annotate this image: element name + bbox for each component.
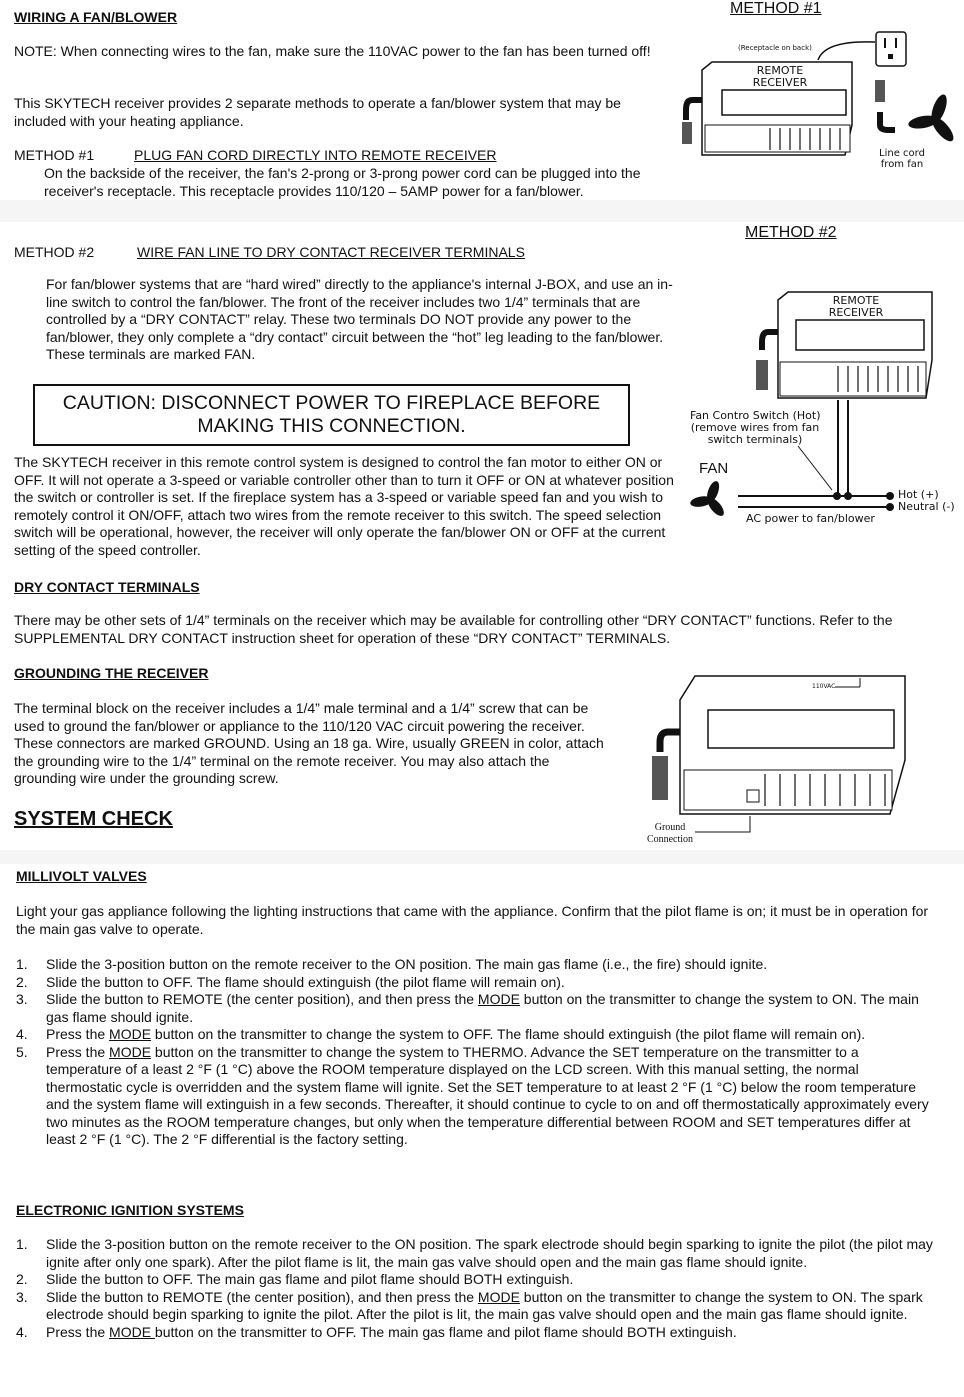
list-item — [16, 1289, 936, 1324]
grounding-text: The terminal block on the receiver includes a 1/4” male terminal and a 1/4” screw that can be used to ground the fan/blower or appliance to the 110/120 VAC circuit powering the receiver. These connectors are marked GROUND. Using an 18 ga. Wire, usually GREEN in color, attach the grounding wire to the 1/4” terminal on the remote receiver. You may also attach the grounding wire under the grounding screw. — [14, 700, 604, 786]
mode-button-reference: MODE — [109, 1323, 155, 1340]
wiring-note: NOTE: When connecting wires to the fan, make sure the 110VAC power to the fan has been turned off! — [14, 43, 651, 59]
step-text: Press the — [46, 1043, 110, 1060]
line-cord-label-1: Line cord — [879, 148, 925, 159]
vac-label: 110VAC — [812, 683, 836, 690]
caution-line-1: CAUTION: DISCONNECT POWER TO FIREPLACE BEFORE — [62, 392, 601, 414]
step-number: 1. — [16, 1236, 28, 1252]
scan-band — [0, 850, 964, 864]
receiver-drawing — [670, 0, 964, 200]
step-text: button on the transmitter to change the system to ON. The main gas flame should ignite. — [46, 991, 919, 1025]
list-item — [16, 974, 936, 992]
method2-label: METHOD #2 — [14, 244, 95, 260]
method1-text: On the backside of the receiver, the fan's 2-prong or 3-prong power cord can be plugged into the receiver's receptacle. This receptacle provides 110/120 – 5AMP power for a fan/blower. — [44, 165, 641, 199]
millivolt-intro: Light your gas appliance following the lighting instructions that came with the appliance. Confirm that the pilot flame is on; it must be in operation for the main gas valve to operate. — [16, 903, 929, 937]
step-number: 2. — [16, 1271, 28, 1287]
list-item — [16, 1271, 936, 1289]
receiver-label-1: REMOTE — [832, 294, 880, 307]
method2-title: WIRE FAN LINE TO DRY CONTACT RECEIVER TERMINALS — [137, 244, 525, 260]
step-number: 3. — [16, 1288, 28, 1305]
method1-label: METHOD #1 — [14, 147, 95, 163]
step-text: Slide the button to OFF. The flame should extinguish (the pilot flame will remain on). — [46, 973, 565, 990]
mode-button-reference: MODE — [477, 1288, 520, 1305]
list-item — [16, 991, 936, 1026]
step-number: 3. — [16, 991, 28, 1007]
switch-note-1: Fan Contro Switch (Hot) — [690, 409, 821, 422]
step-text: Slide the 3-position button on the remote receiver to the ON position. The main gas flame (i.e., the fire) should ignite. — [46, 956, 768, 972]
wiring-intro: This SKYTECH receiver provides 2 separate methods to operate a fan/blower system that may be included with your heating appliance. — [14, 95, 621, 129]
method2-text: For fan/blower systems that are “hard wired” directly to the appliance's internal J-BOX, and use an in-line switch to control the fan/blower. The front of the receiver includes two 1/4” terminals that are controlled by a “DRY CONTACT” relay. These two terminals DO NOT provide any power to the fan/blower, they only complete a “dry contact” circuit between the “hot” leg leading to the fan/blower. These terminals are marked FAN. — [46, 276, 673, 362]
step-text: Slide the button to REMOTE (the center position), and then press the — [46, 991, 478, 1007]
receptacle-note: (Receptacle on back) — [738, 44, 812, 52]
mode-button-reference: MODE — [109, 1043, 152, 1060]
grounding-heading: GROUNDING THE RECEIVER — [14, 665, 209, 681]
mode-button-reference: MODE — [477, 991, 520, 1007]
caution-line-2: MAKING THIS CONNECTION. — [197, 415, 466, 437]
switch-note-3: switch terminals) — [707, 433, 803, 446]
method2-diagram — [680, 220, 964, 540]
list-item — [16, 1026, 936, 1044]
method1-diagram — [670, 0, 964, 200]
receiver-label-2: RECEIVER — [828, 306, 884, 319]
dry-heading: DRY CONTACT TERMINALS — [14, 579, 200, 595]
wiring-heading: WIRING A FAN/BLOWER — [14, 9, 178, 25]
dry-text: There may be other sets of 1/4” terminals on the receiver which may be available for controlling other “DRY CONTACT” functions. Refer to the SUPPLEMENTAL DRY CONTACT instruction sheet for operation of these “DRY CONTACT” TERMINALS. — [14, 612, 893, 646]
step-number: 4. — [16, 1026, 28, 1042]
list-item — [16, 956, 936, 974]
step-text: Press the — [46, 1323, 110, 1340]
step-text: Press the — [46, 1026, 110, 1042]
step-text: Slide the button to OFF. The main gas flame and pilot flame should BOTH extinguish. — [46, 1271, 574, 1287]
system-check-heading: SYSTEM CHECK — [14, 808, 173, 830]
electronic-steps — [16, 1236, 936, 1341]
scan-band — [0, 200, 964, 222]
list-item — [16, 1324, 936, 1342]
step-number: 2. — [16, 973, 28, 990]
list-item — [16, 1044, 936, 1149]
diagram2-title: METHOD #2 — [745, 224, 837, 241]
caution-box — [33, 384, 630, 446]
ground-label-2: Connection — [646, 834, 694, 845]
line-cord-label-2: from fan — [880, 159, 924, 170]
millivolt-heading: MILLIVOLT VALVES — [16, 868, 147, 884]
speed-text: The SKYTECH receiver in this remote control system is designed to control the fan motor to either ON or OFF. It will not operate a 3-speed or variable controller other than to turn it OFF or ON at whatever position the switch or controller is set. If the fireplace system has a 3-speed or variable speed fan and you wish to remotely control it ON/OFF, attach two wires from the remote receiver to this switch. The speed selection switch will be operational, however, the receiver will only operate the fan/blower ON or OFF at the current setting of the speed controller. — [14, 454, 674, 558]
step-text: button on the transmitter to change the system to OFF. The flame should extinguish (the pilot flame will remain on). — [151, 1026, 866, 1042]
mode-button-reference: MODE — [109, 1026, 152, 1042]
step-number: 5. — [16, 1043, 28, 1060]
step-text: button on the transmitter to change the system to ON. The spark electrode should begin sparking to ignite the pilot. After the pilot is lit, the main gas valve should open and the main gas flame should ignite. — [46, 1288, 923, 1322]
fan-label: FAN — [699, 460, 729, 477]
receiver-label-1: REMOTE — [756, 64, 804, 77]
step-number: 1. — [16, 956, 28, 972]
step-text: button on the transmitter to OFF. The main gas flame and pilot flame should BOTH extinguish. — [154, 1323, 737, 1340]
list-item — [16, 1236, 936, 1271]
step-text: button on the transmitter to change the system to THERMO. Advance the SET temperature on the transmitter to a temperature of a least 2 °F (1 °C) above the ROOM temperature displayed on the LCD screen. With this manual setting, the normal thermostatic cycle is overridden and the system flame will ignite. Set the SET temperature to at least 2 °F (1 °C) below the room temperature and the system flame will extinguish in a few seconds. Thereafter, it should continue to cycle to on and off thermostatically approximately every two minutes as the ROOM temperature changes, but only when the temperature differential between ROOM and SET temperatures differ at least 2 °F (1 °C). The 2 °F differential is the factory setting. — [46, 1043, 929, 1147]
neutral-label: Neutral (-) — [898, 500, 955, 513]
switch-note-2: (remove wires from fan — [690, 421, 820, 434]
hot-label: Hot (+) — [898, 488, 939, 501]
step-number: 4. — [16, 1323, 28, 1340]
step-text: Slide the button to REMOTE (the center position), and then press the — [46, 1288, 478, 1305]
ac-power-label: AC power to fan/blower — [746, 512, 875, 525]
method1-title: PLUG FAN CORD DIRECTLY INTO REMOTE RECEIVER — [134, 147, 497, 163]
grounding-diagram — [600, 670, 920, 850]
receiver-label-2: RECEIVER — [752, 76, 808, 89]
diagram1-title: METHOD #1 — [730, 0, 822, 17]
ground-label-1: Ground — [654, 822, 686, 833]
millivolt-steps — [16, 956, 936, 1149]
step-text: Slide the 3-position button on the remote receiver to the ON position. The spark electrode should begin sparking to ignite the pilot (the pilot may ignite after only one spark). After the pilot flame is lit, the main gas valve should open and the main gas flame should ignite. — [46, 1236, 933, 1270]
electronic-heading: ELECTRONIC IGNITION SYSTEMS — [16, 1202, 244, 1218]
